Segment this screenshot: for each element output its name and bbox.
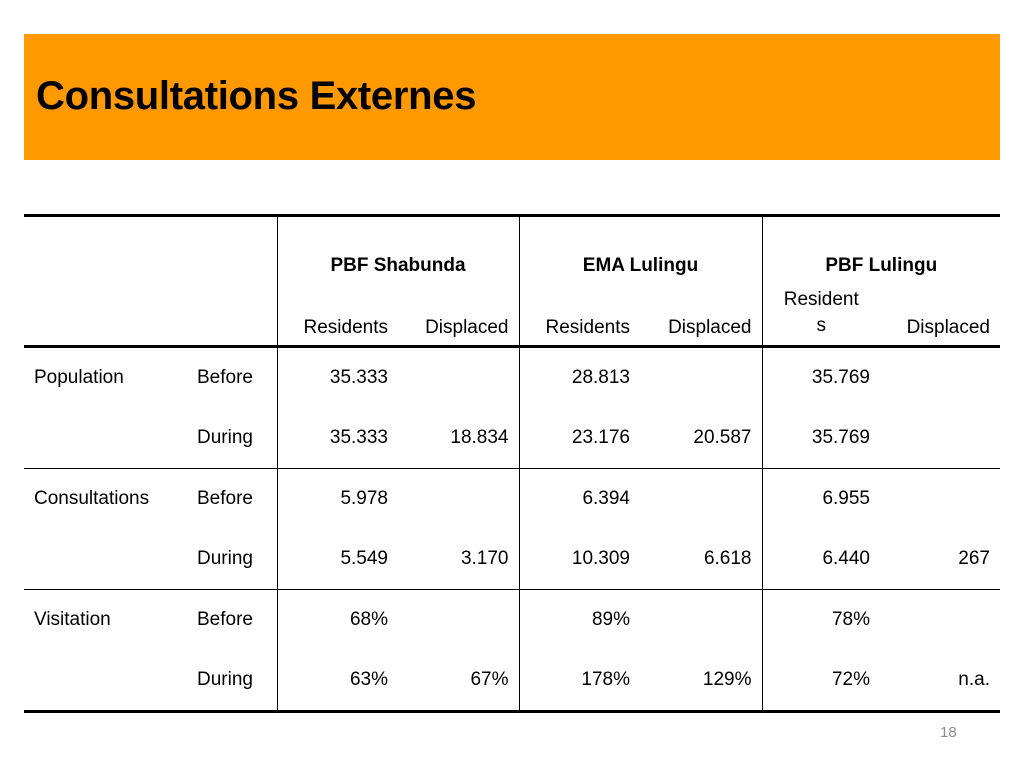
table-cell: 20.587: [640, 408, 762, 469]
table-cell: 35.333: [277, 408, 398, 469]
table-cell: 267: [880, 529, 1000, 590]
group-header-row: [24, 216, 1000, 280]
subheader-row: [24, 279, 1000, 347]
table-cell: 63%: [277, 650, 398, 712]
group-header: PBF Shabunda: [277, 216, 519, 280]
subheader: Residents: [277, 279, 398, 347]
row-phase: Before: [197, 609, 253, 630]
subheader: [762, 279, 880, 347]
table-cell: 129%: [702, 669, 752, 690]
page-number: 18: [940, 724, 957, 741]
table-cell: [880, 469, 1000, 530]
row-category: [24, 408, 187, 469]
table-row: [24, 347, 1000, 409]
table-cell: 72%: [762, 650, 880, 712]
table-cell: 35.769: [762, 347, 880, 409]
table-row: [24, 469, 1000, 530]
table-cell: [880, 408, 1000, 469]
table-row: [24, 529, 1000, 590]
row-category: [24, 650, 187, 712]
row-phase: During: [187, 529, 277, 590]
table-cell: [880, 590, 1000, 651]
row-category: Visitation: [34, 609, 111, 630]
table-cell: 3.170: [398, 529, 519, 590]
table-cell: 78%: [762, 590, 880, 651]
row-category: [24, 529, 187, 590]
subheader: Displaced: [880, 279, 1000, 347]
table-cell: [398, 590, 519, 651]
consultations-table: [24, 214, 1000, 713]
table-cell: [398, 469, 519, 530]
row-category: Population: [34, 367, 124, 388]
table-cell: [640, 347, 762, 409]
subheader-blank: [24, 279, 277, 347]
table-cell: 68%: [277, 590, 398, 651]
table-cell: n.a.: [958, 669, 990, 690]
row-phase: During: [197, 669, 253, 690]
table-cell: [640, 469, 762, 530]
table-cell: 10.309: [519, 529, 640, 590]
group-header: EMA Lulingu: [519, 216, 762, 280]
table-cell: 178%: [519, 650, 640, 712]
table-row: [24, 408, 1000, 469]
row-phase: Before: [197, 488, 253, 509]
subheader-text: Resident s: [783, 289, 859, 336]
row-category: Consultations: [34, 488, 150, 509]
table-body: [24, 347, 1000, 712]
slide-title: Consultations Externes: [36, 74, 477, 118]
subheader: Displaced: [640, 279, 762, 347]
table-cell: [880, 347, 1000, 409]
table-cell: 5.549: [277, 529, 398, 590]
table-cell: 89%: [519, 590, 640, 651]
table-cell: 6.955: [762, 469, 880, 530]
table-row: [24, 590, 1000, 651]
table-cell: [398, 347, 519, 409]
table-cell: 5.978: [277, 469, 398, 530]
table-row: [24, 650, 1000, 712]
title-banner: [24, 34, 1000, 160]
row-phase: During: [187, 408, 277, 469]
table-cell: 6.394: [519, 469, 640, 530]
table-cell: 6.618: [640, 529, 762, 590]
table-cell: 18.834: [398, 408, 519, 469]
table-cell: 67%: [470, 669, 509, 690]
group-header: PBF Lulingu: [762, 216, 1000, 280]
subheader: Displaced: [398, 279, 519, 347]
row-phase: Before: [197, 367, 253, 388]
table-cell: 6.440: [762, 529, 880, 590]
table-cell: 23.176: [519, 408, 640, 469]
table-cell: [640, 590, 762, 651]
table-cell: 35.333: [277, 347, 398, 409]
table-cell: 35.769: [762, 408, 880, 469]
subheader: Residents: [519, 279, 640, 347]
table-cell: 28.813: [519, 347, 640, 409]
header-blank: [24, 216, 277, 280]
